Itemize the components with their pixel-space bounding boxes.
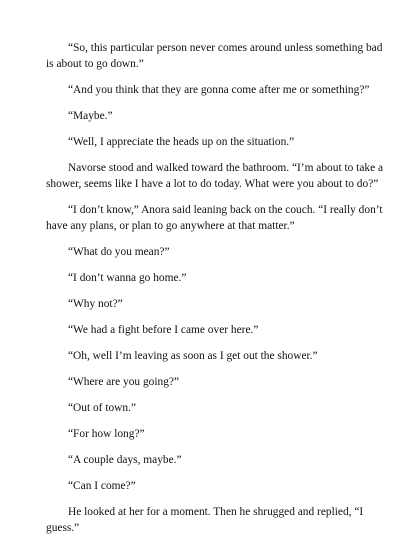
paragraph: “Can I come?”	[68, 480, 136, 492]
paragraph: “I don’t know,” Anora said leaning back on the couch. “I really don’t have any plans, or plan to go anywhere at that matter.”	[46, 204, 383, 232]
paragraph: “For how long?”	[68, 428, 145, 440]
paragraph: “A couple days, maybe.”	[68, 454, 182, 466]
paragraph: He looked at her for a moment. Then he shrugged and replied, “I guess.”	[46, 506, 364, 534]
paragraph: “Where are you going?”	[68, 376, 179, 388]
paragraph: “So, this particular person never comes around unless something bad is about to go down.”	[46, 42, 383, 70]
paragraph: “What do you mean?”	[68, 246, 170, 258]
paragraph: “And you think that they are gonna come after me or something?”	[68, 84, 370, 96]
paragraph: “I don’t wanna go home.”	[68, 272, 187, 284]
story-text	[46, 40, 386, 546]
paragraph: “Why not?”	[68, 298, 123, 310]
paragraph: “Maybe.”	[68, 110, 113, 122]
paragraph: “We had a fight before I came over here.”	[68, 324, 259, 336]
paragraph: Navorse stood and walked toward the bathroom. “I’m about to take a shower, seems like I have a lot to do today. What were you about to do?”	[46, 162, 384, 190]
paragraph: “Oh, well I’m leaving as soon as I get out the shower.”	[68, 350, 318, 362]
paragraph: “Well, I appreciate the heads up on the situation.”	[68, 136, 295, 148]
paragraph: “Out of town.”	[68, 402, 137, 414]
